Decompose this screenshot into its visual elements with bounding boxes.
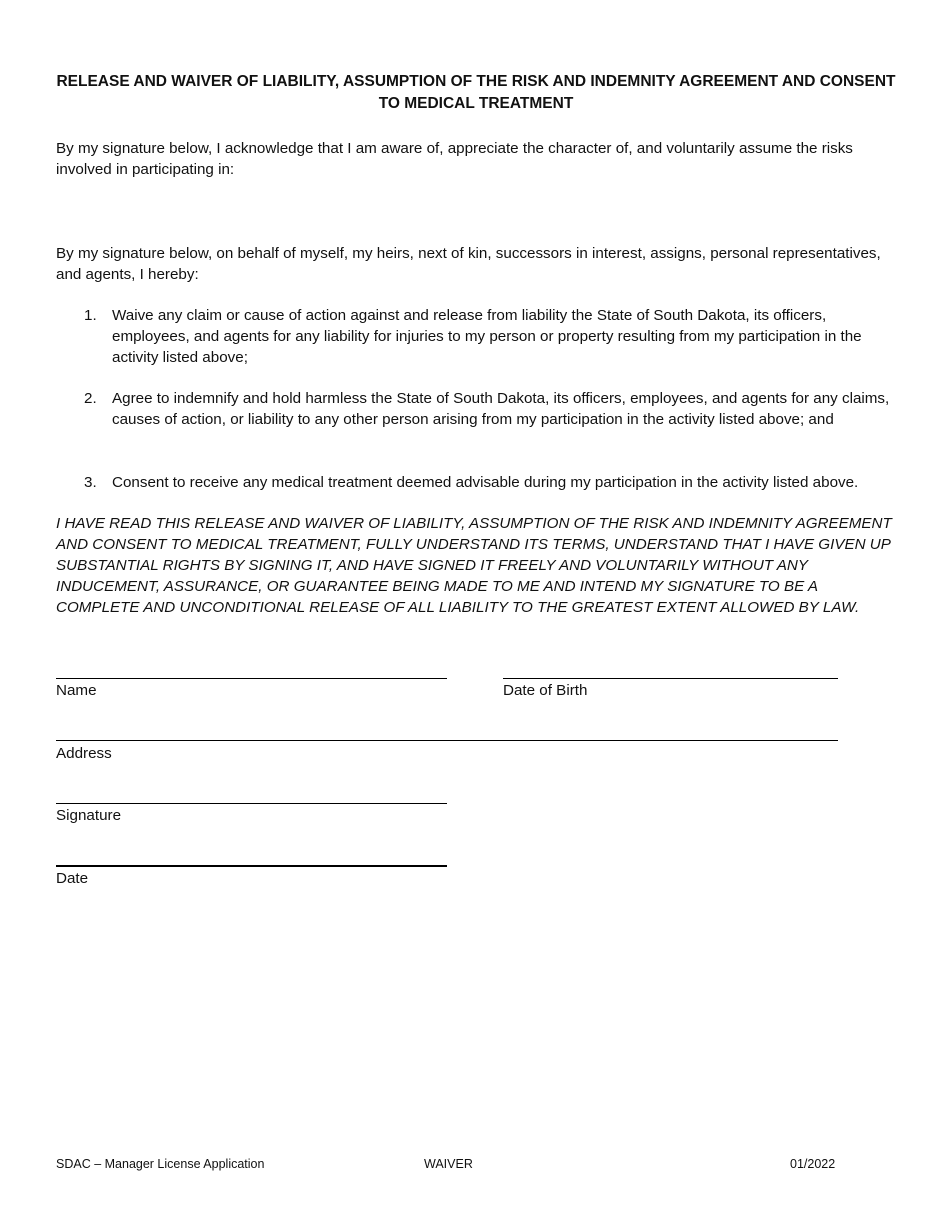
date-of-birth-label: Date of Birth bbox=[503, 682, 588, 699]
acknowledgement-statement: I HAVE READ THIS RELEASE AND WAIVER OF LIABILITY, ASSUMPTION OF THE RISK AND INDEMNITY AGREEMENT AND CONSENT TO MEDICAL TREATMENT, FULLY UNDERSTAND ITS TERMS, UNDERSTAND THAT I HAVE GIVEN UP SUBSTANTIAL RIGHTS BY SIGNING IT, AND HAVE SIGNED IT FREELY AND VOLUNTARILY WITHOUT ANY INDUCEMENT, ASSURANCE, OR GUARANTEE BEING MADE TO ME AND INTEND MY SIGNATURE TO BE A COMPLETE AND UNCONDITIONAL RELEASE OF ALL LIABILITY TO THE GREATEST EXTENT ALLOWED BY LAW. bbox=[56, 515, 892, 616]
footer-left: SDAC – Manager License Application bbox=[56, 1157, 265, 1171]
list-item-text: Waive any claim or cause of action against and release from liability the State of South Dakota, its officers, employees, and agents for any liability for injuries to my person or property resulting from my participation in the activity listed above; bbox=[112, 307, 862, 366]
signature-label: Signature bbox=[56, 807, 122, 824]
name-field[interactable] bbox=[56, 678, 447, 679]
behalf-paragraph: By my signature below, on behalf of myself, my heirs, next of kin, successors in interest, assigns, personal representatives, and agents, I hereby: bbox=[56, 245, 881, 283]
list-item-number: 3. bbox=[84, 474, 97, 491]
date-label: Date bbox=[56, 870, 89, 887]
date-of-birth-field[interactable] bbox=[503, 678, 838, 679]
document-title: RELEASE AND WAIVER OF LIABILITY, ASSUMPTION OF THE RISK AND INDEMNITY AGREEMENT AND CONSENT TO MEDICAL TREATMENT bbox=[56, 73, 896, 112]
list-item-text: Agree to indemnify and hold harmless the State of South Dakota, its officers, employees, and agents for any claims, causes of action, or liability to any other person arising from my participation in the activity listed above; and bbox=[112, 390, 890, 428]
name-label: Name bbox=[56, 682, 97, 699]
list-item-text: Consent to receive any medical treatment deemed advisable during my participation in the activity listed above. bbox=[112, 474, 859, 491]
date-field[interactable] bbox=[56, 865, 447, 867]
footer-right: 01/2022 bbox=[790, 1157, 836, 1171]
signature-field[interactable] bbox=[56, 803, 447, 804]
address-label: Address bbox=[56, 745, 112, 762]
footer-center: WAIVER bbox=[424, 1157, 473, 1171]
list-item-number: 2. bbox=[84, 390, 97, 407]
intro-paragraph: By my signature below, I acknowledge that I am aware of, appreciate the character of, and voluntarily assume the risks involved in participating in: bbox=[56, 140, 853, 178]
address-field[interactable] bbox=[56, 740, 838, 741]
list-item-number: 1. bbox=[84, 307, 97, 324]
